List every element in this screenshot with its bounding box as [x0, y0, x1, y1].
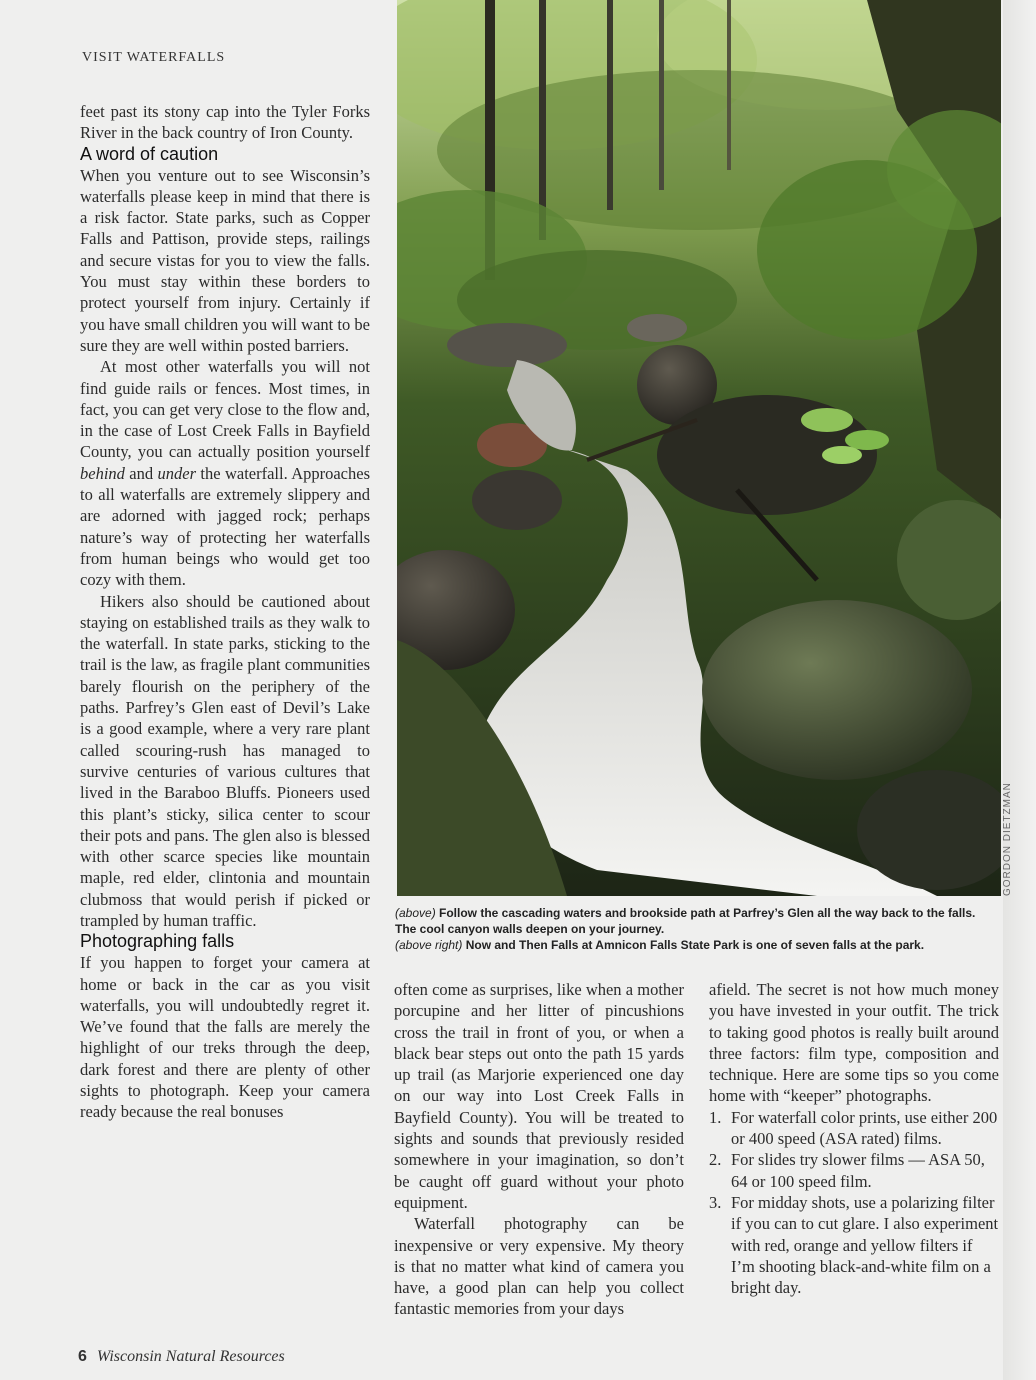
caption-tag-above-right: (above right) — [395, 938, 463, 952]
caution-p2-part-b: the waterfall. Approaches to all waterfalls are extremely slippery and are adorned with jagged rock; perhaps nature’s way of protecting her waterfalls from human beings who would get too cozy with them. — [80, 463, 370, 590]
tip-text: For midday shots, use a polarizing filter if you can to cut glare. I also experiment with red, orange and yellow filters if I’m shooting black-and-white film on a bright day. — [731, 1192, 999, 1298]
middle-column — [394, 979, 684, 1320]
magazine-title: Wisconsin Natural Resources — [96, 1348, 285, 1365]
middle-paragraph-1: often come as surprises, like when a mother porcupine and her litter of pincushions cross the trail in front of you, or when a black bear steps out onto the path 15 yards up trail (as Marjorie experienced one day on our way into Lost Creek Falls in Bayfield County). You will be treated to sights and sounds that previously resided somewhere in your imagination, so don’t be caught off guard without your photo equipment. — [394, 980, 684, 1212]
photo-heading: Photographing falls — [80, 931, 235, 952]
list-item — [709, 1192, 999, 1298]
caution-p2-part-a: At most other waterfalls you will not find guide rails or fences. Most times, in fact, you can get very close to the flow and, in the case of Lost Creek Falls in Bayfield County, you can actually position yourself — [80, 357, 370, 462]
caution-heading: A word of caution — [80, 143, 219, 164]
section-label: VISIT WATERFALLS — [82, 50, 226, 65]
list-item — [709, 1149, 999, 1192]
caution-p2-and: and — [124, 463, 158, 483]
tips-list — [709, 1107, 999, 1299]
caption-text-above: Follow the cascading waters and brookside path at Parfrey’s Glen all the way back to the falls. The cool canyon walls deepen on your journey. — [395, 906, 976, 936]
tip-number: 2. — [709, 1150, 722, 1170]
photo-paragraph-1: If you happen to forget your camera at home or back in the car as you visit waterfalls, you will undoubtedly regret it. We’ve found that the falls are merely the highlight of our treks through the deep, dark forest and there are plenty of other sights to photograph. Keep your camera ready because the real bonuses — [80, 953, 370, 1122]
tip-number: 1. — [709, 1107, 722, 1127]
right-paragraph-1: afield. The secret is not how much money you have invested in your outfit. The trick to taking good photos is really built around three factors: film type, composition and technique. Here are some tips so you come home with “keeper” photographs. — [709, 980, 999, 1106]
intro-continuation: feet past its stony cap into the Tyler Forks River in the back country of Iron County. — [80, 102, 370, 143]
tip-number: 3. — [709, 1192, 722, 1212]
caption-text-above-right: Now and Then Falls at Amnicon Falls State Park is one of seven falls at the park. — [462, 938, 925, 952]
photo-credit: GORDON DIETZMAN — [1002, 782, 1013, 896]
waterfall-photo — [397, 0, 1001, 896]
left-column — [80, 101, 370, 1123]
photo-caption — [395, 905, 995, 953]
page-footer — [78, 1348, 285, 1366]
caution-p2-under: under — [157, 463, 197, 483]
list-item — [709, 1107, 999, 1150]
middle-paragraph-2: Waterfall photography can be inexpensive or very expensive. My theory is that no matter what kind of camera you have, a good plan can help you collect fantastic memories from your days — [394, 1214, 684, 1319]
caution-p2-behind: behind — [80, 463, 125, 483]
caution-paragraph-3: Hikers also should be cautioned about staying on established trails as they walk to the waterfall. In state parks, sticking to the trail is the law, as fragile plant communities barely flourish on the periphery of the paths. Parfrey’s Glen east of Devil’s Lake is a good example, where a very rare plant called scouring-rush has managed to survive centuries of various cultures that lived in the Baraboo Bluffs. Pioneers used this plant’s sticky, silica center to scour their pots and pans. The glen also is blessed with other scarce species like mountain maple, red elder, clintonia and mountain clubmoss that would perish if picked or trampled by human traffic. — [80, 591, 370, 930]
page-number: 6 — [78, 1348, 87, 1365]
caution-paragraph-2 — [80, 356, 370, 590]
caution-paragraph-1: When you venture out to see Wisconsin’s waterfalls please keep in mind that there is a risk factor. State parks, such as Copper Falls and Pattison, provide steps, railings and secure vistas for you to view the falls. You must stay within these borders to protect yourself from injury. Certainly if you have small children you will want to be sure they are well within posted barriers. — [80, 165, 370, 355]
tip-text: For slides try slower films — ASA 50, 64 or 100 speed film. — [731, 1150, 985, 1191]
tip-text: For waterfall color prints, use either 200 or 400 speed (ASA rated) films. — [731, 1107, 998, 1149]
page-gutter — [1003, 0, 1036, 1380]
caption-tag-above: (above) — [395, 906, 436, 920]
right-column — [709, 979, 999, 1298]
